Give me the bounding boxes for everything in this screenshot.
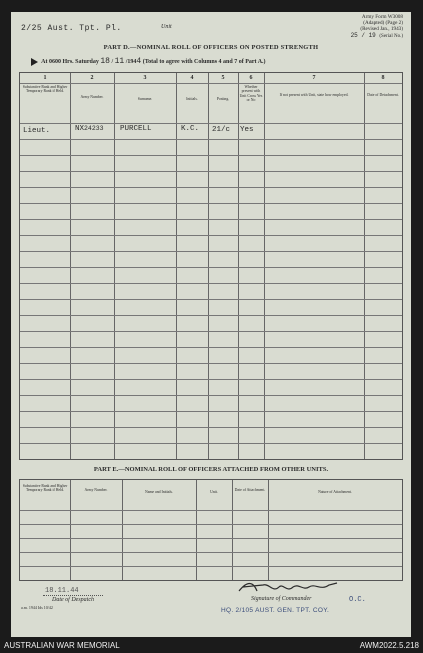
row-line <box>20 524 402 525</box>
column-header-posting: Posting. <box>216 97 230 101</box>
rank-cell: Lieut. <box>23 127 51 135</box>
column-header-initials: Initials. <box>186 97 198 101</box>
column-divider <box>232 480 233 580</box>
row-line <box>20 315 402 316</box>
row-line <box>20 235 402 236</box>
part-e-table <box>19 479 403 581</box>
column-header-present: Whether present with Unit Cross Yes or No <box>239 85 263 103</box>
column-header-surname: Surname. <box>137 97 153 101</box>
column-divider <box>268 480 269 580</box>
row-line <box>20 411 402 412</box>
present-cell: Yes <box>240 126 254 134</box>
army-number-cell <box>75 125 104 133</box>
row-line <box>20 139 402 140</box>
arrow-icon <box>31 58 38 66</box>
unit-label: Unit <box>161 24 172 30</box>
form-revised: (Revised Jan., 1943) <box>360 26 403 32</box>
column-divider <box>364 73 365 459</box>
row-line <box>20 331 402 332</box>
column-number: 8 <box>381 75 385 81</box>
serial-label: (Serial No.) <box>379 34 403 39</box>
column-number: 3 <box>143 75 147 81</box>
column-number: 7 <box>312 75 316 81</box>
part-d-table <box>19 72 403 460</box>
column-divider <box>264 73 265 459</box>
unit-value: 2/25 Aust. Tpt. Pl. <box>21 24 122 33</box>
form-number: Army Form W3008 <box>361 14 403 20</box>
row-line <box>20 363 402 364</box>
column-divider <box>176 73 177 459</box>
form-adapted: (Adapted) (Page 2) <box>363 20 403 26</box>
column-divider <box>122 480 123 580</box>
year-suffix: 4 <box>136 57 142 66</box>
at-prefix: At 0600 Hrs. Saturday <box>41 59 99 65</box>
initials-cell: K.C. <box>181 125 200 133</box>
row-line <box>20 538 402 539</box>
archive-id: AWM2022.5.218 <box>359 641 419 650</box>
at-line: At 0600 Hrs. Saturday 18 / 11 /1944 (Total to agree with Columns 4 and 7 of Part A.) <box>31 57 266 66</box>
row-line <box>20 427 402 428</box>
column-divider <box>70 480 71 580</box>
row-line <box>20 251 402 252</box>
posting-cell: 21/c <box>212 126 231 134</box>
row-line <box>20 395 402 396</box>
print-code: a.m. 1944 Ids 10/42 <box>21 605 53 610</box>
row-line <box>20 187 402 188</box>
commander-signature <box>233 579 343 597</box>
column-number: 4 <box>190 75 194 81</box>
column-divider <box>196 480 197 580</box>
e-header-rank: Substantive Rank and Higher Temporary Rank if Held. <box>22 484 68 493</box>
e-header-unit: Unit. <box>210 490 218 494</box>
e-header-name: Name and Initials. <box>145 490 173 494</box>
archive-name: AUSTRALIAN WAR MEMORIAL <box>4 641 120 650</box>
e-header-attachment-date: Date of Attachment. <box>234 488 266 492</box>
row-line <box>20 171 402 172</box>
row-line <box>20 299 402 300</box>
column-header-rank: Substantive Rank and Higher Temporary Rank if Held. <box>22 85 68 94</box>
column-header-army-number: Army Number. <box>80 95 104 99</box>
year-prefix: 194 <box>127 59 137 65</box>
document-page <box>11 12 411 637</box>
part-d-title: PART D.—NOMINAL ROLL OF OFFICERS ON POSTED STRENGTH <box>103 44 319 51</box>
row-line <box>20 347 402 348</box>
row-line <box>20 443 402 444</box>
column-number: 2 <box>90 75 94 81</box>
column-header-employment: If not present with Unit, state how employed. <box>279 93 349 97</box>
e-header-nature: Nature of Attachment. <box>318 490 352 494</box>
despatch-label: Date of Despatch <box>43 595 103 603</box>
despatch-date: 18.11.44 <box>45 587 79 595</box>
column-header-detachment: Date of Detachment. <box>367 93 399 97</box>
column-number: 1 <box>43 75 47 81</box>
column-divider <box>70 73 71 459</box>
surname-cell: PURCELL <box>120 125 152 133</box>
number-row-divider <box>20 83 402 84</box>
column-divider <box>114 73 115 459</box>
column-number: 5 <box>221 75 225 81</box>
serial-value: 25 / 19 <box>350 32 376 39</box>
row-line <box>20 155 402 156</box>
serial-number <box>351 32 403 39</box>
e-header-army-number: Army Number. <box>84 488 108 492</box>
day-value: 18 <box>100 57 110 66</box>
column-divider <box>238 73 239 459</box>
row-line <box>20 283 402 284</box>
column-divider <box>208 73 209 459</box>
column-number: 6 <box>249 75 253 81</box>
form-identifier <box>360 14 403 32</box>
unit-stamp: HQ. 2/105 AUST. GEN. TPT. COY. <box>221 607 330 614</box>
row-line <box>20 379 402 380</box>
row-line <box>20 219 402 220</box>
header-row-divider <box>20 510 402 511</box>
row-line <box>20 566 402 567</box>
row-line <box>20 267 402 268</box>
signature-label: Signature of Commander <box>251 596 312 602</box>
at-suffix: (Total to agree with Columns 4 and 7 of Part A.) <box>142 59 266 65</box>
row-line <box>20 203 402 204</box>
army-number-prefix: NX <box>75 125 85 133</box>
row-line <box>20 552 402 553</box>
army-number-digits: 24233 <box>84 125 104 132</box>
month-value: 11 <box>114 57 125 66</box>
header-row-divider <box>20 123 402 124</box>
oc-mark: O.C. <box>349 596 366 604</box>
part-e-title: PART E.—NOMINAL ROLL OF OFFICERS ATTACHED FROM OTHER UNITS. <box>93 466 329 473</box>
